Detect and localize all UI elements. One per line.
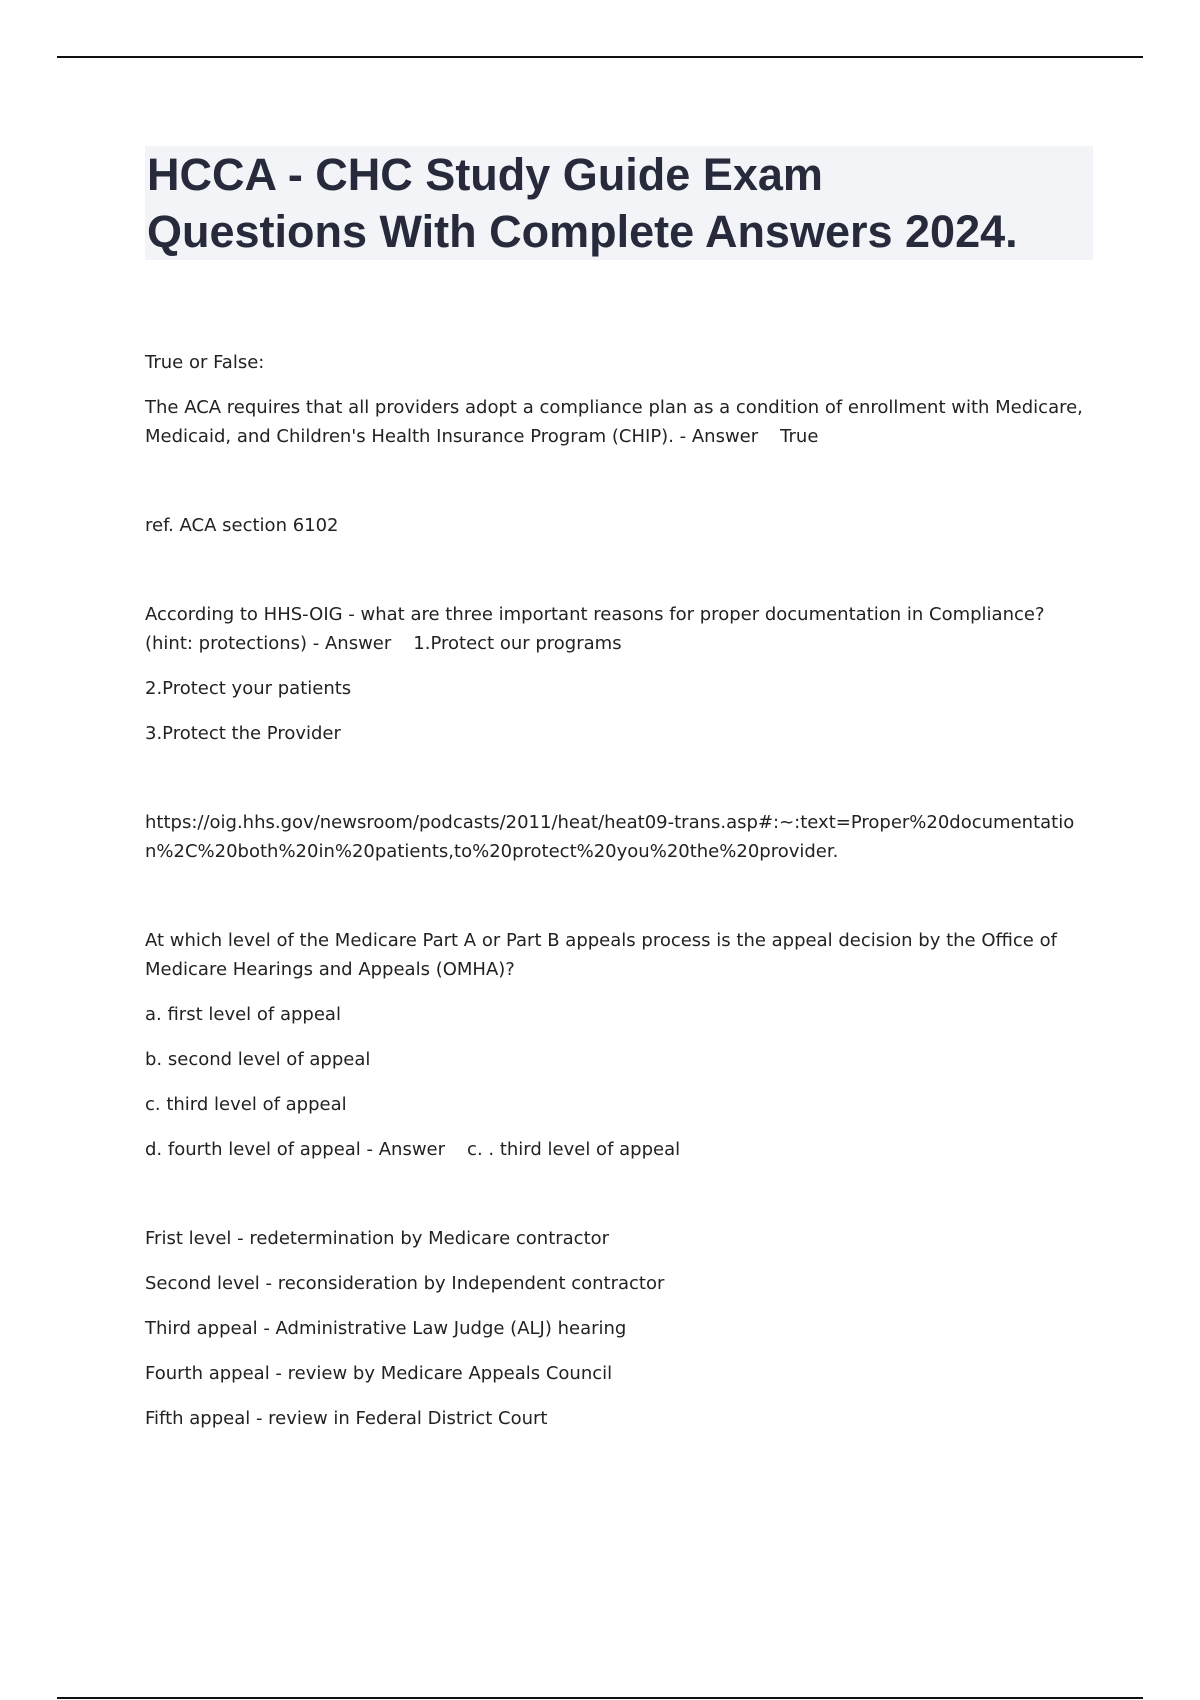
q3-option-a: a. first level of appeal (145, 1004, 341, 1025)
top-rule (57, 56, 1143, 58)
q3-option-b: b. second level of appeal (145, 1049, 371, 1070)
spacer (145, 467, 1090, 511)
q2-answer-1: 1.Protect our programs (413, 633, 622, 654)
q2-answer-2: 2.Protect your patients (145, 678, 352, 699)
q2-question-text: According to HHS-OIG - what are three important reasons for proper documentation in Compliance? (hint: protections) - Answer (145, 604, 1045, 654)
q3-question: At which level of the Medicare Part A or Part B appeals process is the appeal decision by the Office of Medicare Hearings and Appeals (OMHA)? (145, 930, 1057, 980)
document-body (145, 348, 1090, 1449)
q2-answer-3: 3.Protect the Provider (145, 723, 341, 744)
q3-level-1: Frist level - redetermination by Medicare contractor (145, 1228, 610, 1249)
document-title (145, 146, 1093, 260)
title-line-2: Questions With Complete Answers 2024. (147, 206, 1018, 257)
q1-question (145, 393, 1090, 451)
bottom-rule (57, 1697, 1143, 1699)
q1-question-text: The ACA requires that all providers adopt a compliance plan as a condition of enrollment with Medicare, Medicaid, and Children's Health Insurance Program (CHIP). - Answer (145, 397, 1083, 447)
q3-option-d-text: d. fourth level of appeal - Answer (145, 1139, 446, 1160)
title-line-1: HCCA - CHC Study Guide Exam (147, 149, 823, 200)
q2-question (145, 600, 1090, 658)
q1-label: True or False: (145, 352, 265, 373)
spacer (145, 556, 1090, 600)
q3-level-2: Second level - reconsideration by Independent contractor (145, 1273, 665, 1294)
spacer (145, 764, 1090, 808)
q2-reference-link[interactable]: https://oig.hhs.gov/newsroom/podcasts/2011/heat/heat09-trans.asp#:~:text=Proper%20documentation%2C%20both%20in%20patients,to%20protect%20you%20the%20provider. (145, 812, 1075, 862)
q3-answer: c. . third level of appeal (467, 1139, 681, 1160)
spacer (145, 1180, 1090, 1224)
q3-option-d (145, 1135, 1090, 1164)
q3-level-3: Third appeal - Administrative Law Judge (ALJ) hearing (145, 1318, 627, 1339)
spacer (145, 882, 1090, 926)
q3-level-5: Fifth appeal - review in Federal District Court (145, 1408, 548, 1429)
q1-reference: ref. ACA section 6102 (145, 515, 339, 536)
q1-answer: True (780, 426, 819, 447)
q3-level-4: Fourth appeal - review by Medicare Appeals Council (145, 1363, 613, 1384)
q3-option-c: c. third level of appeal (145, 1094, 347, 1115)
